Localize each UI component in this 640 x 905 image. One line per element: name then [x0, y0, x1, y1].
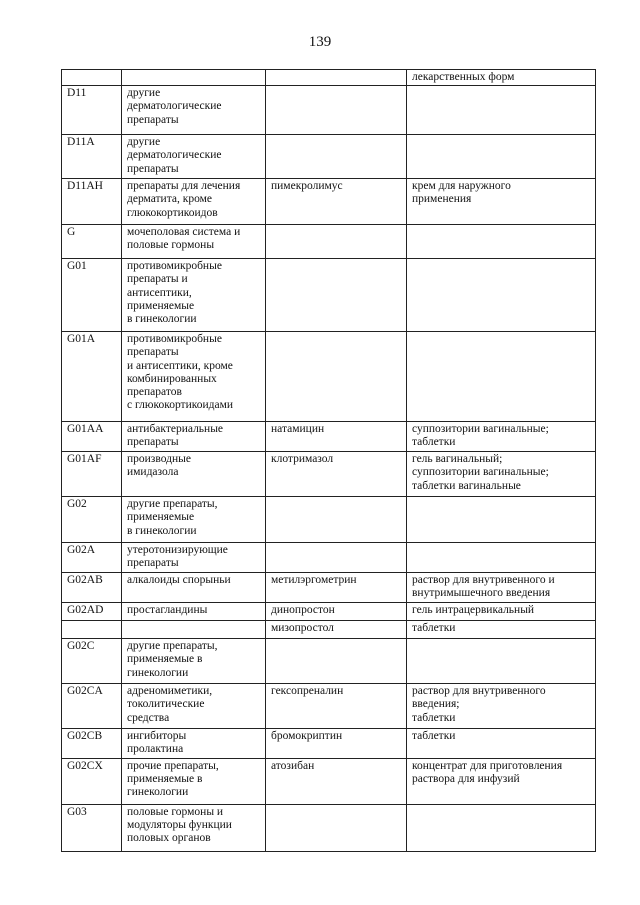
drug-name-cell: [266, 86, 407, 135]
table-body: [62, 70, 596, 852]
dosage-form-cell: таблетки: [407, 729, 596, 758]
table-row: [62, 259, 596, 332]
atc-code-cell: G02AB: [62, 573, 122, 603]
group-name-cell: производные имидазола: [122, 452, 266, 497]
atc-code-cell: G02CX: [62, 758, 122, 804]
group-name-cell: препараты для лечения дерматита, кроме глюкокортикоидов: [122, 179, 266, 225]
drug-name-cell: бромокриптин: [266, 729, 407, 758]
drug-name-cell: мизопростол: [266, 621, 407, 639]
dosage-form-cell: [407, 135, 596, 179]
atc-code-cell: [62, 621, 122, 639]
group-name-cell: противомикробные препараты и антисептики, кроме комбинированных препаратов с глюкокортикоидами: [122, 332, 266, 422]
dosage-form-cell: [407, 804, 596, 851]
group-name-cell: простагландины: [122, 603, 266, 621]
group-name-cell: противомикробные препараты и антисептики, применяемые в гинекологии: [122, 259, 266, 332]
atc-code-cell: G01A: [62, 332, 122, 422]
dosage-form-cell: таблетки: [407, 621, 596, 639]
group-name-cell: другие дерматологические препараты: [122, 135, 266, 179]
dosage-form-cell: [407, 497, 596, 543]
drug-name-cell: [266, 135, 407, 179]
dosage-form-cell: гель интрацервикальный: [407, 603, 596, 621]
group-name-cell: другие дерматологические препараты: [122, 86, 266, 135]
dosage-form-cell: гель вагинальный; суппозитории вагинальные; таблетки вагинальные: [407, 452, 596, 497]
table-row: [62, 452, 596, 497]
atc-code-cell: G02AD: [62, 603, 122, 621]
table-row: [62, 422, 596, 452]
group-name-cell: другие препараты, применяемые в гинекологии: [122, 497, 266, 543]
group-name-cell: половые гормоны и модуляторы функции половых органов: [122, 804, 266, 851]
drug-classification-table: [61, 69, 596, 852]
group-name-cell: утеротонизирующие препараты: [122, 543, 266, 573]
dosage-form-cell: [407, 225, 596, 259]
dosage-form-cell: раствор для внутривенного введения; таблетки: [407, 684, 596, 729]
group-name-cell: прочие препараты, применяемые в гинекологии: [122, 758, 266, 804]
table-row: [62, 135, 596, 179]
group-name-cell: [122, 621, 266, 639]
atc-code-cell: [62, 70, 122, 86]
dosage-form-cell: [407, 543, 596, 573]
group-name-cell: другие препараты, применяемые в гинекологии: [122, 639, 266, 684]
drug-name-cell: натамицин: [266, 422, 407, 452]
table-row: [62, 179, 596, 225]
table-row: [62, 86, 596, 135]
drug-name-cell: [266, 70, 407, 86]
dosage-form-cell: лекарственных форм: [407, 70, 596, 86]
table-row: [62, 497, 596, 543]
dosage-form-cell: суппозитории вагинальные; таблетки: [407, 422, 596, 452]
drug-name-cell: [266, 225, 407, 259]
dosage-form-cell: [407, 639, 596, 684]
drug-name-cell: [266, 497, 407, 543]
atc-code-cell: G03: [62, 804, 122, 851]
drug-name-cell: гексопреналин: [266, 684, 407, 729]
atc-code-cell: G02: [62, 497, 122, 543]
atc-code-cell: G: [62, 225, 122, 259]
drug-name-cell: [266, 639, 407, 684]
table-row: [62, 729, 596, 758]
dosage-form-cell: концентрат для приготовления раствора для инфузий: [407, 758, 596, 804]
drug-name-cell: метилэргометрин: [266, 573, 407, 603]
table-row: [62, 639, 596, 684]
table-row: [62, 332, 596, 422]
drug-name-cell: [266, 259, 407, 332]
drug-name-cell: атозибан: [266, 758, 407, 804]
table-row: [62, 573, 596, 603]
drug-name-cell: клотримазол: [266, 452, 407, 497]
atc-code-cell: G02CB: [62, 729, 122, 758]
group-name-cell: ингибиторы пролактина: [122, 729, 266, 758]
group-name-cell: антибактериальные препараты: [122, 422, 266, 452]
atc-code-cell: G01AF: [62, 452, 122, 497]
drug-name-cell: [266, 543, 407, 573]
dosage-form-cell: [407, 86, 596, 135]
atc-code-cell: D11AH: [62, 179, 122, 225]
table-row: [62, 621, 596, 639]
table-row: [62, 804, 596, 851]
atc-code-cell: D11: [62, 86, 122, 135]
table-row: [62, 225, 596, 259]
dosage-form-cell: раствор для внутривенного и внутримышечного введения: [407, 573, 596, 603]
dosage-form-cell: крем для наружного применения: [407, 179, 596, 225]
table-row: [62, 603, 596, 621]
atc-code-cell: G02A: [62, 543, 122, 573]
atc-code-cell: G01: [62, 259, 122, 332]
group-name-cell: алкалоиды спорыньи: [122, 573, 266, 603]
atc-code-cell: D11A: [62, 135, 122, 179]
drug-name-cell: динопростон: [266, 603, 407, 621]
drug-name-cell: пимекролимус: [266, 179, 407, 225]
page-number: 139: [308, 34, 332, 50]
drug-name-cell: [266, 332, 407, 422]
atc-code-cell: G02CA: [62, 684, 122, 729]
atc-code-cell: G01AA: [62, 422, 122, 452]
dosage-form-cell: [407, 259, 596, 332]
dosage-form-cell: [407, 332, 596, 422]
table-row: [62, 684, 596, 729]
table-row: [62, 543, 596, 573]
table-row: [62, 70, 596, 86]
group-name-cell: адреномиметики, токолитические средства: [122, 684, 266, 729]
group-name-cell: [122, 70, 266, 86]
group-name-cell: мочеполовая система и половые гормоны: [122, 225, 266, 259]
table-row: [62, 758, 596, 804]
drug-name-cell: [266, 804, 407, 851]
atc-code-cell: G02C: [62, 639, 122, 684]
